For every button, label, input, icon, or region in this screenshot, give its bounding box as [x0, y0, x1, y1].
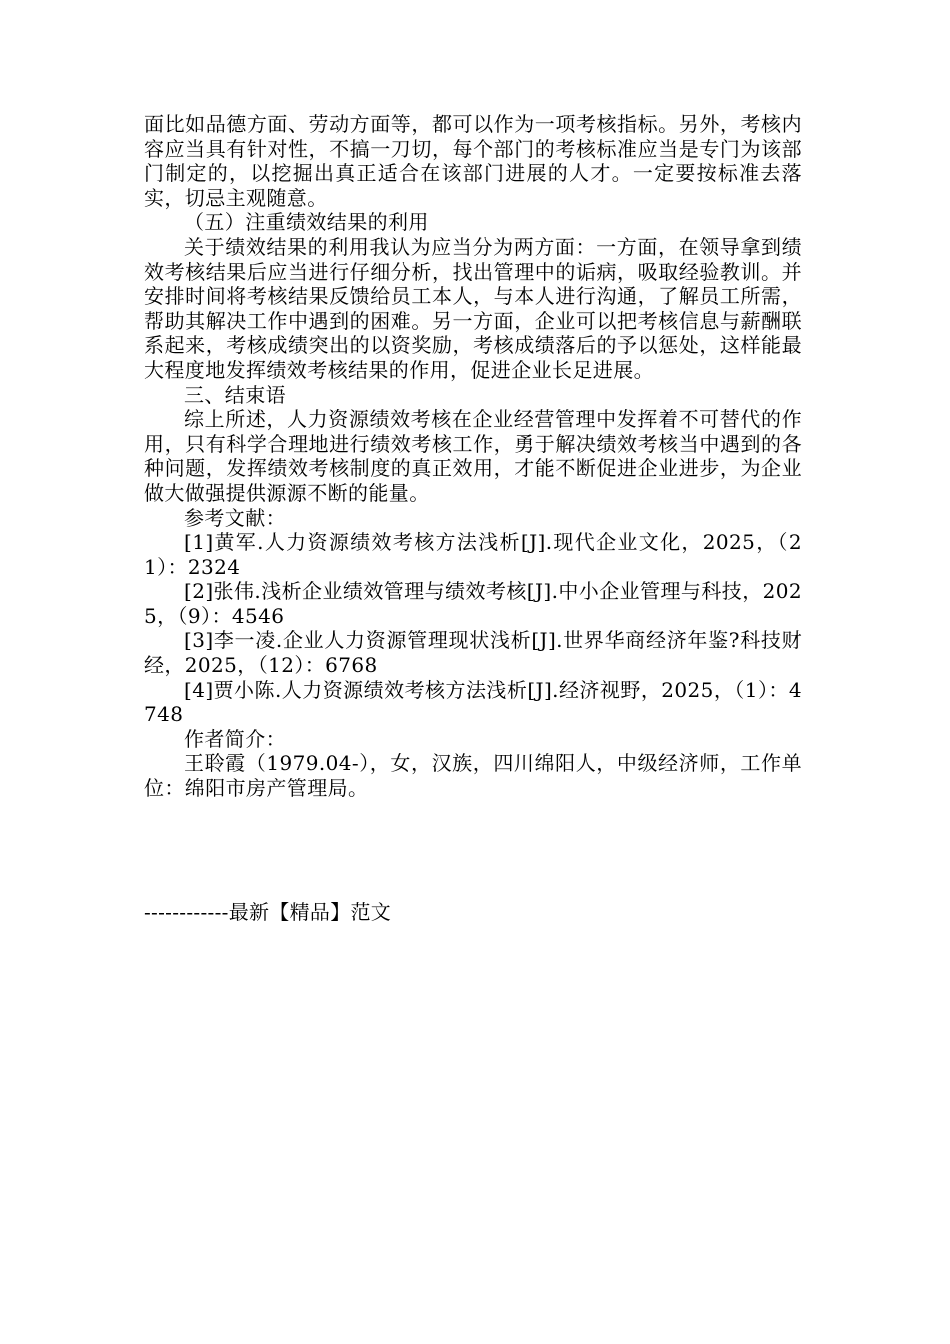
heading-references: 参考文献： [184, 505, 286, 530]
heading-section-five: （五）注重绩效结果的利用 [184, 210, 429, 235]
heading-author-bio: 作者简介： [184, 726, 286, 751]
heading-conclusion: 三、结束语 [184, 382, 286, 407]
paragraph-author-bio: 王聆霞（1979.04-），女，汉族，四川绵阳人，中级经济师，工作单位：绵阳市房产管理局。 [144, 751, 802, 801]
paragraph-conclusion: 综上所述，人力资源绩效考核在企业经营管理中发挥着不可替代的作用，只有科学合理地进行绩效考核工作，勇于解决绩效考核当中遇到的各种问题，发挥绩效考核制度的真正效用，才能不断促进企业进步，为企业做大做强提供源源不断的能量。 [144, 407, 802, 505]
paragraph-result-usage: 关于绩效结果的利用我认为应当分为两方面：一方面，在领导拿到绩效考核结果后应当进行仔细分析，找出管理中的诟病，吸取经验教训。并安排时间将考核结果反馈给员工本人，与本人进行沟通，了解员工所需，帮助其解决工作中遇到的困难。另一方面，企业可以把考核信息与薪酬联系起来，考核成绩突出的以资奖励，考核成绩落后的予以惩处，这样能最大程度地发挥绩效考核结果的作用，促进企业长足进展。 [144, 234, 802, 382]
reference-item-1: [1]黄军.人力资源绩效考核方法浅析[J].现代企业文化，2025，（21）：2324 [144, 530, 802, 579]
document-body [144, 112, 802, 801]
paragraph-assessment-content: 面比如品德方面、劳动方面等，都可以作为一项考核指标。另外，考核内容应当具有针对性，不搞一刀切，每个部门的考核标准应当是专门为该部门制定的，以挖掘出真正适合在该部门进展的人才。一定要按标准去落实，切忌主观随意。 [144, 112, 802, 210]
footer-banner: ------------最新【精品】范文 [144, 900, 392, 924]
reference-item-2: [2]张伟.浅析企业绩效管理与绩效考核[J].中小企业管理与科技，2025，（9）：4546 [144, 579, 802, 628]
reference-item-4: [4]贾小陈.人力资源绩效考核方法浅析[J].经济视野，2025，（1）：4748 [144, 677, 802, 727]
reference-item-3: [3]李一凌.企业人力资源管理现状浅析[J].世界华商经济年鉴?科技财经，2025，（12）：6768 [144, 628, 802, 678]
